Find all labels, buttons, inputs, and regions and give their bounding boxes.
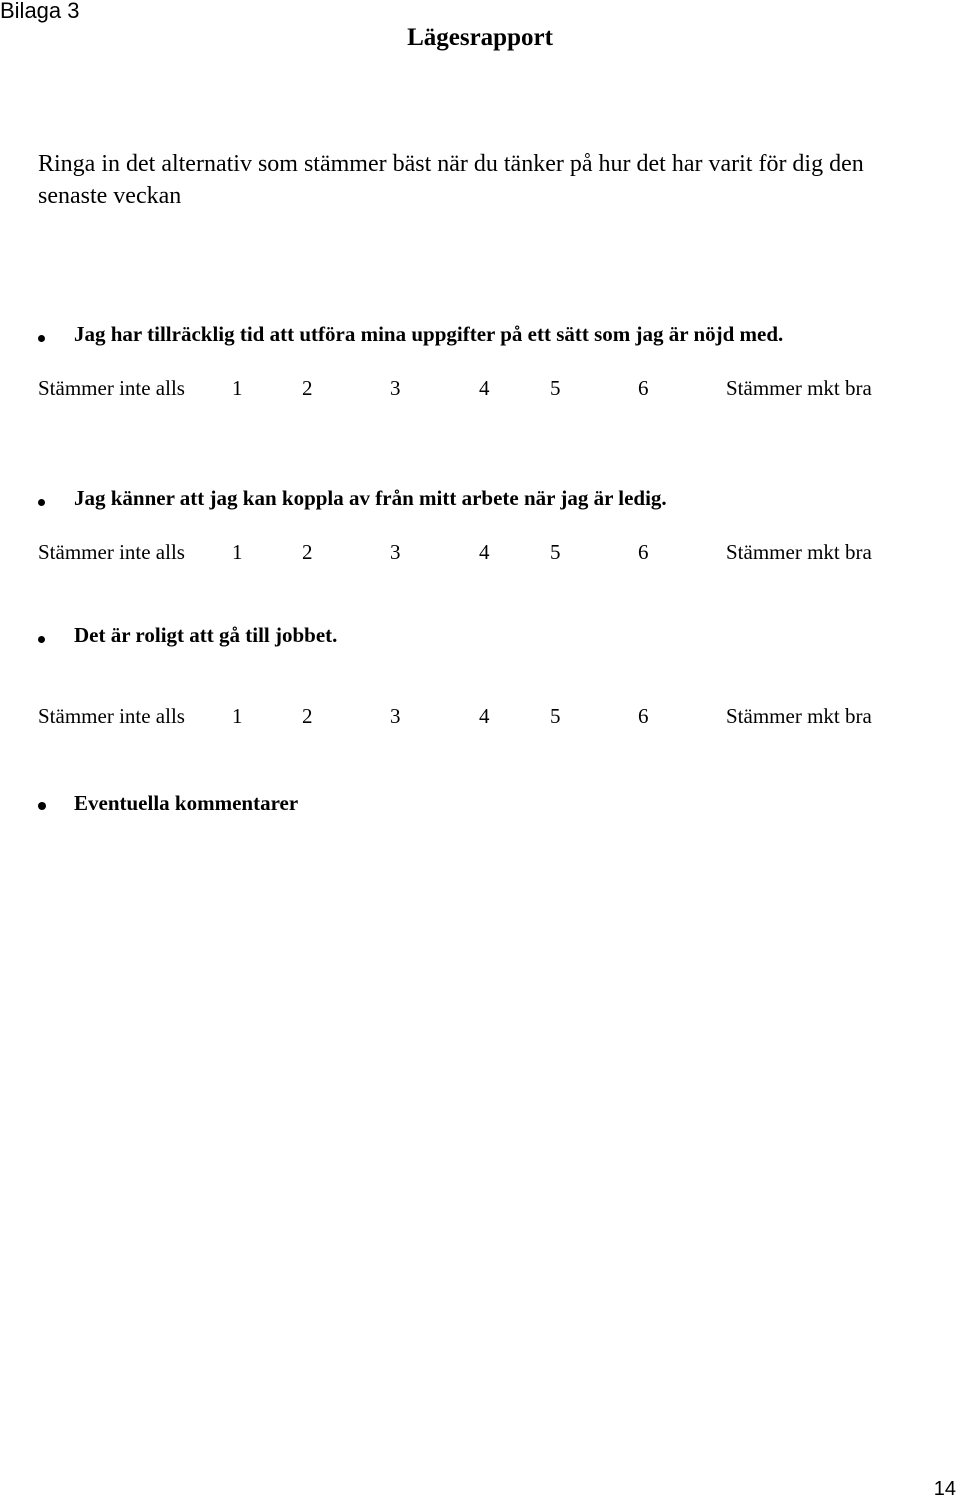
scale-option-5[interactable]: 5 [550, 704, 561, 728]
scale-option-5[interactable]: 5 [550, 540, 561, 564]
scale-low-label: Stämmer inte alls [38, 540, 185, 564]
scale-option-1[interactable]: 1 [232, 704, 243, 728]
instructions: Ringa in det alternativ som stämmer bäst när du tänker på hur det har varit för dig den senaste veckan [38, 151, 864, 209]
scale-high-label: Stämmer mkt bra [726, 376, 872, 400]
page-title: Lägesrapport [407, 24, 553, 51]
comments-label: Eventuella kommentarer [74, 791, 299, 815]
rating-scale-1 [38, 376, 908, 406]
scale-option-2[interactable]: 2 [302, 376, 313, 400]
bullet-icon [38, 499, 45, 506]
scale-option-5[interactable]: 5 [550, 376, 561, 400]
attachment-label: Bilaga 3 [0, 0, 80, 23]
scale-option-3[interactable]: 3 [390, 540, 401, 564]
scale-high-label: Stämmer mkt bra [726, 540, 872, 564]
scale-option-6[interactable]: 6 [638, 704, 649, 728]
scale-option-1[interactable]: 1 [232, 540, 243, 564]
scale-option-6[interactable]: 6 [638, 540, 649, 564]
scale-option-1[interactable]: 1 [232, 376, 243, 400]
scale-option-2[interactable]: 2 [302, 704, 313, 728]
scale-option-6[interactable]: 6 [638, 376, 649, 400]
page-number: 14 [933, 1478, 956, 1500]
scale-high-label: Stämmer mkt bra [726, 704, 872, 728]
rating-scale-3 [38, 704, 908, 734]
scale-option-3[interactable]: 3 [390, 704, 401, 728]
question-3-statement: Det är roligt att gå till jobbet. [74, 623, 338, 647]
scale-option-3[interactable]: 3 [390, 376, 401, 400]
question-1-statement: Jag har tillräcklig tid att utföra mina uppgifter på ett sätt som jag är nöjd med. [74, 322, 784, 346]
scale-option-4[interactable]: 4 [479, 704, 490, 728]
scale-option-4[interactable]: 4 [479, 540, 490, 564]
scale-option-2[interactable]: 2 [302, 540, 313, 564]
scale-low-label: Stämmer inte alls [38, 376, 185, 400]
bullet-icon [38, 802, 46, 810]
scale-option-4[interactable]: 4 [479, 376, 490, 400]
rating-scale-2 [38, 540, 908, 570]
scale-low-label: Stämmer inte alls [38, 704, 185, 728]
question-2-statement: Jag känner att jag kan koppla av från mitt arbete när jag är ledig. [74, 486, 667, 510]
bullet-icon [38, 636, 45, 643]
bullet-icon [38, 335, 45, 342]
